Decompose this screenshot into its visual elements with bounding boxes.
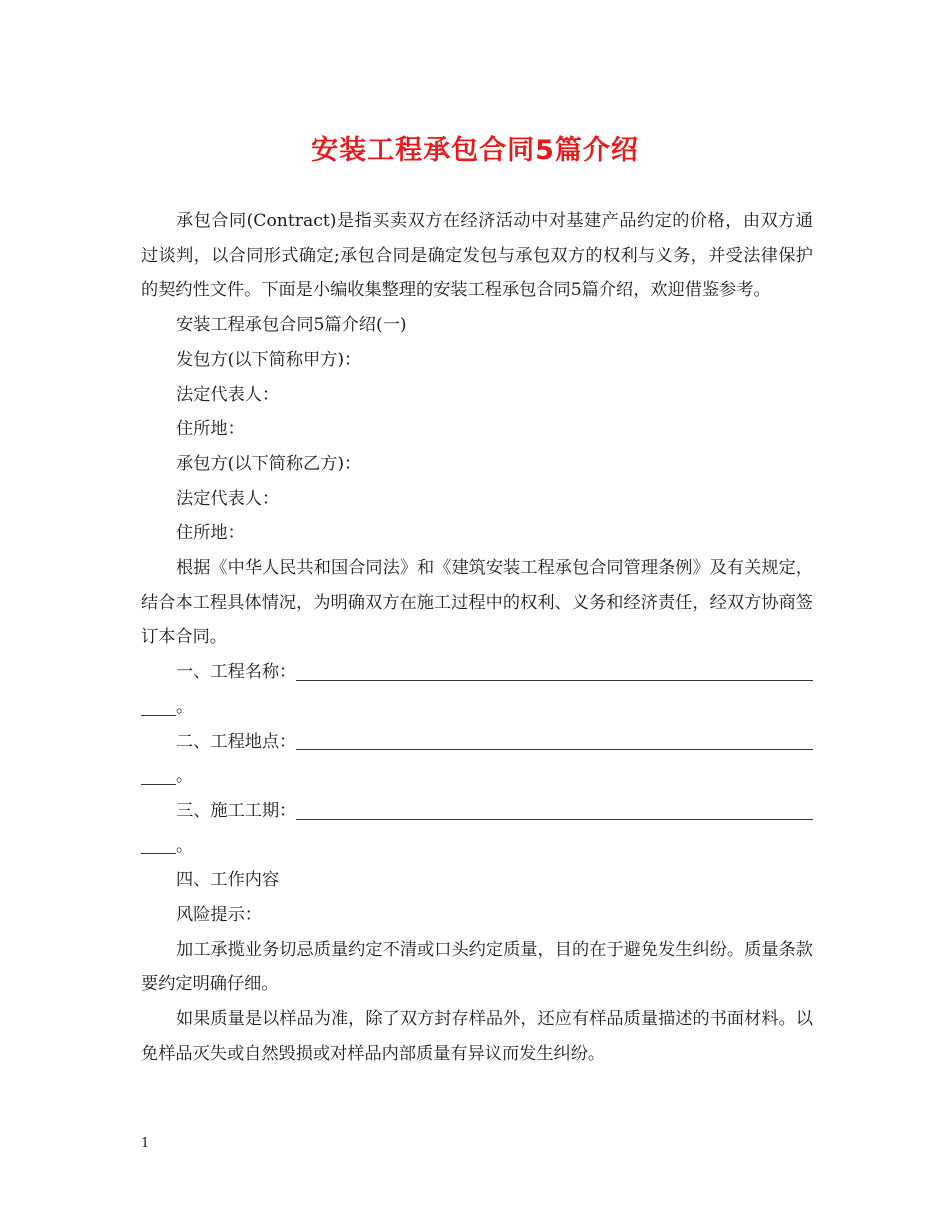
project-name-blank-cont: [141, 714, 176, 716]
project-location-end: 。: [176, 766, 194, 787]
party-b-representative: 法定代表人：: [176, 488, 280, 509]
document-body: [141, 204, 813, 1071]
construction-period-blank-cont: [141, 852, 176, 854]
project-location-label: 二、工程地点：: [176, 731, 297, 752]
section-heading: 安装工程承包合同5篇介绍(一): [176, 315, 407, 336]
construction-period-label: 三、施工工期：: [176, 800, 297, 821]
project-name-end: 。: [176, 696, 194, 717]
basis-paragraph: 根据《中华人民共和国合同法》和《建筑安装工程承包合同管理条例》及有关规定，结合本工程具体情况，为明确双方在施工过程中的权利、义务和经济责任，经双方协商签订本合同。: [141, 558, 813, 648]
project-name-blank: [296, 679, 813, 681]
project-location-blank-cont: [141, 783, 176, 785]
project-location-field: [141, 725, 813, 794]
intro-paragraph: 承包合同(Contract)是指买卖双方在经济活动中对基建产品约定的价格，由双方通过谈判，以合同形式确定;承包合同是确定发包与承包双方的权利与义务，并受法律保护的契约性文件。下面是小编收集整理的安装工程承包合同5篇介绍，欢迎借鉴参考。: [141, 211, 813, 301]
party-a-address: 住所地：: [176, 419, 245, 440]
party-a-representative: 法定代表人：: [176, 384, 280, 405]
party-a-line: 发包方(以下简称甲方)：: [176, 349, 362, 370]
page-number: 1: [141, 1136, 150, 1151]
work-content-heading: 四、工作内容: [176, 870, 280, 891]
risk-paragraph-2: 如果质量是以样品为准，除了双方封存样品外，还应有样品质量描述的书面材料。以免样品灭失或自然毁损或对样品内部质量有异议而发生纠纷。: [141, 1009, 813, 1064]
party-b-address: 住所地：: [176, 523, 245, 544]
project-name-label: 一、工程名称：: [176, 662, 297, 683]
party-b-line: 承包方(以下简称乙方)：: [176, 453, 362, 474]
document-title: 安装工程承包合同5篇介绍: [311, 135, 639, 166]
project-location-blank: [296, 748, 813, 750]
construction-period-end: 。: [176, 835, 194, 856]
risk-label: 风险提示：: [176, 904, 262, 925]
construction-period-blank: [296, 818, 813, 820]
project-name-field: [141, 655, 813, 724]
risk-paragraph-1: 加工承揽业务切忌质量约定不清或口头约定质量，目的在于避免发生纠纷。质量条款要约定明确仔细。: [141, 939, 813, 995]
construction-period-field: [141, 794, 813, 863]
